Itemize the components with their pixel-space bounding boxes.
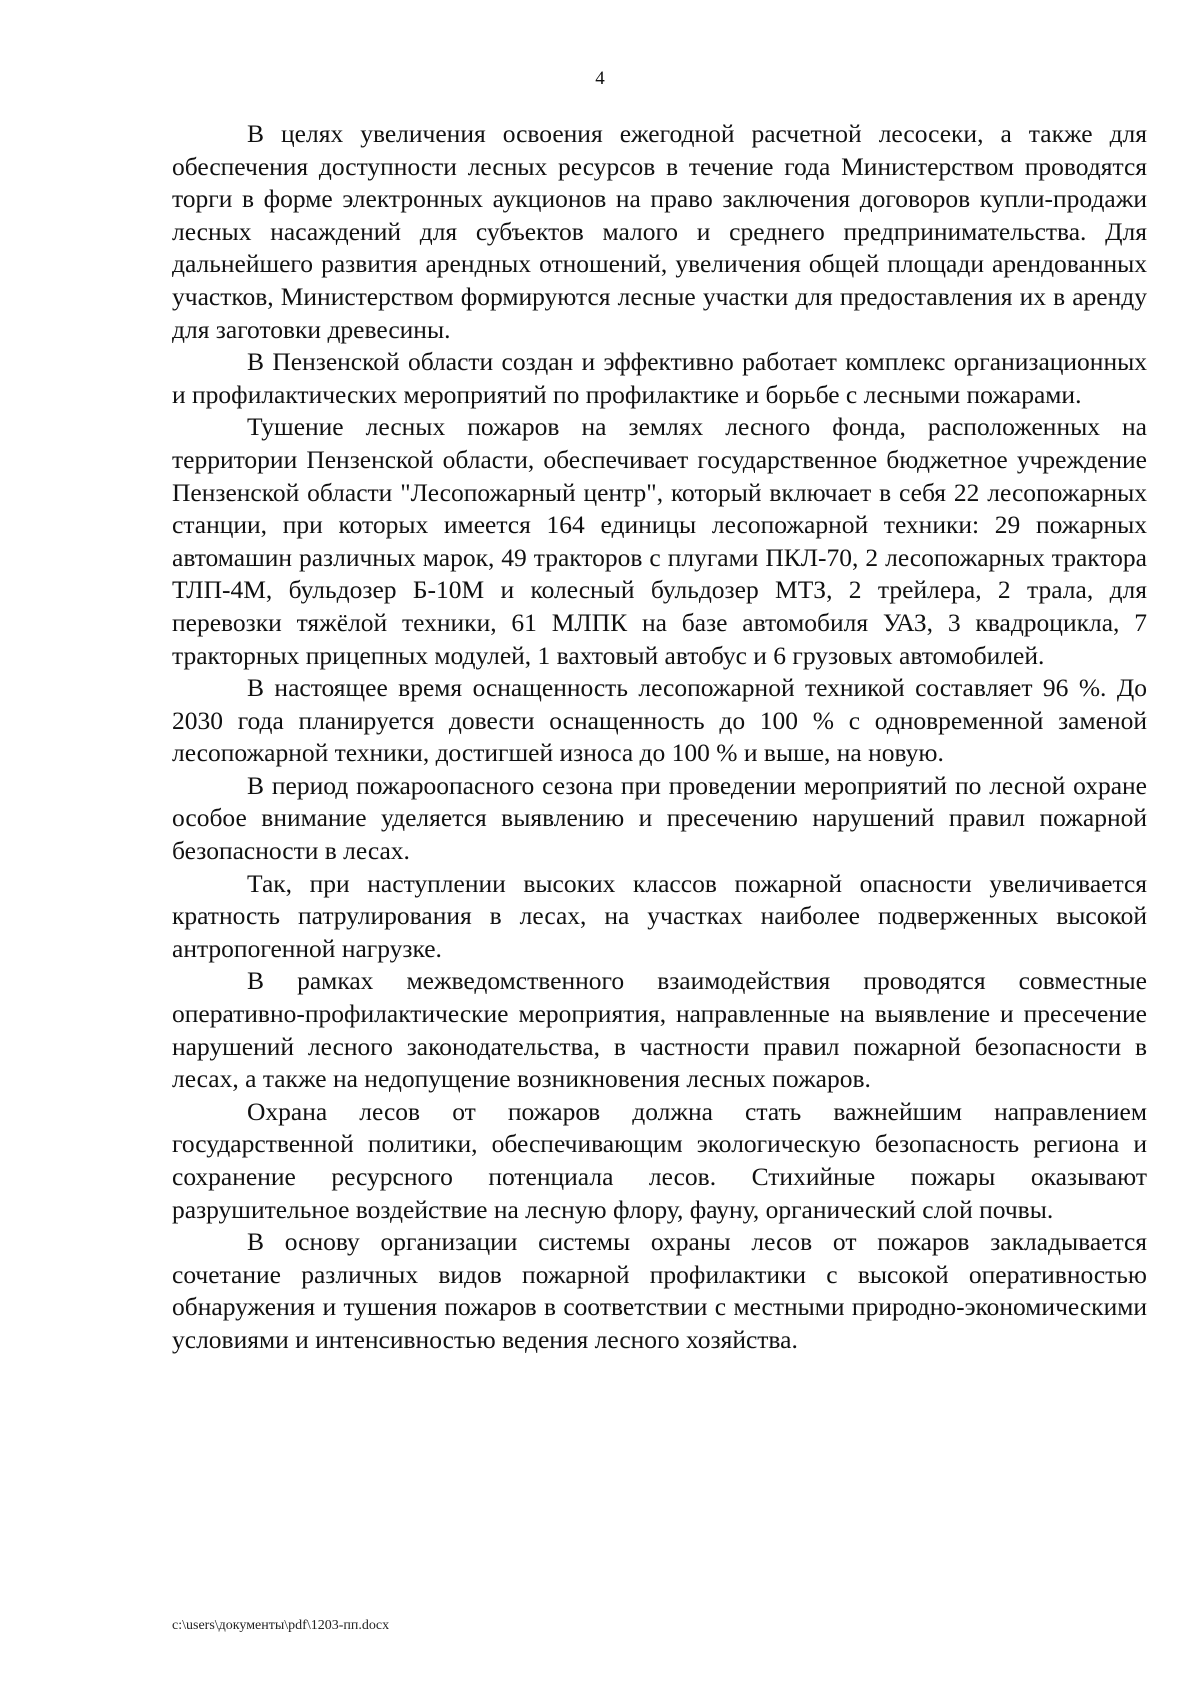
paragraph-protection-system: В основу организации системы охраны лесов от пожаров закладывается сочетание различных видов пожарной профилактики с высокой оперативностью обнаружения и тушения пожаров в соответствии с местными природно-экономическими условиями и интенсивностью ведения лесного хозяйства. (172, 1227, 1147, 1354)
paragraph-patrol-frequency: Так, при наступлении высоких классов пожарной опасности увеличивается кратность патрулирования в лесах, на участках наиболее подверженных высокой антропогенной нагрузке. (172, 868, 1147, 963)
paragraph-interagency: В рамках межведомственного взаимодействия проводятся совместные оперативно-профилактические мероприятия, направленные на выявление и пресечение нарушений лесного законодательства, в частности правил пожарной безопасности в лесах, а также на недопущение возникновения лесных пожаров. (172, 966, 1147, 1094)
paragraph-forest-auctions: В целях увеличения освоения ежегодной расчетной лесосеки, а также для обеспечения доступности лесных ресурсов в течение года Министерством проводятся торги в форме электронных аукционов на право заключения договоров купли-продажи лесных насаждений для субъектов малого и среднего предпринимательства. Для дальнейшего развития арендных отношений, увеличения общей площади арендованных участков, Министерством формируются лесные участки для предоставления их в аренду для заготовки древесины. (172, 119, 1147, 344)
page-number: 4 (595, 68, 605, 89)
document-body (172, 118, 1147, 1357)
paragraph-fire-center-equipment: Тушение лесных пожаров на землях лесного фонда, расположенных на территории Пензенской области, обеспечивает государственное бюджетное учреждение Пензенской области "Лесопожарный центр", который включает в себя 22 лесопожарных станции, при которых имеется 164 единицы лесопожарной техники: 29 пожарных автомашин различных марок, 49 тракторов с плугами ПКЛ-70, 2 лесопожарных трактора ТЛП-4М, бульдозер Б-10М и колесный бульдозер МТЗ, 2 трейлера, 2 трала, для перевозки тяжёлой техники, 61 МЛПК на базе автомобиля УАЗ, 3 квадроцикла, 7 тракторных прицепных модулей, 1 вахтовый автобус и 6 грузовых автомобилей. (172, 412, 1147, 670)
paragraph-forest-protection-policy: Охрана лесов от пожаров должна стать важнейшим направлением государственной политики, обеспечивающим экологическую безопасность региона и сохранение ресурсного потенциала лесов. Стихийные пожары оказывают разрушительное воздействие на лесную флору, фауну, органический слой почвы. (172, 1096, 1147, 1224)
footer-file-path: c:\users\документы\pdf\1203-пп.docx (172, 1618, 390, 1633)
paragraph-fire-prevention-complex: В Пензенской области создан и эффективно работает комплекс организационных и профилактических мероприятий по профилактике и борьбе с лесными пожарами. (172, 347, 1147, 409)
paragraph-fire-season: В период пожароопасного сезона при проведении мероприятий по лесной охране особое внимание уделяется выявлению и пресечению нарушений правил пожарной безопасности в лесах. (172, 770, 1147, 866)
paragraph-equipment-level: В настоящее время оснащенность лесопожарной техникой составляет 96 %. До 2030 года планируется довести оснащенность до 100 % с одновременной заменой лесопожарной техники, достигшей износа до 100 % и выше, на новую. (172, 673, 1147, 768)
